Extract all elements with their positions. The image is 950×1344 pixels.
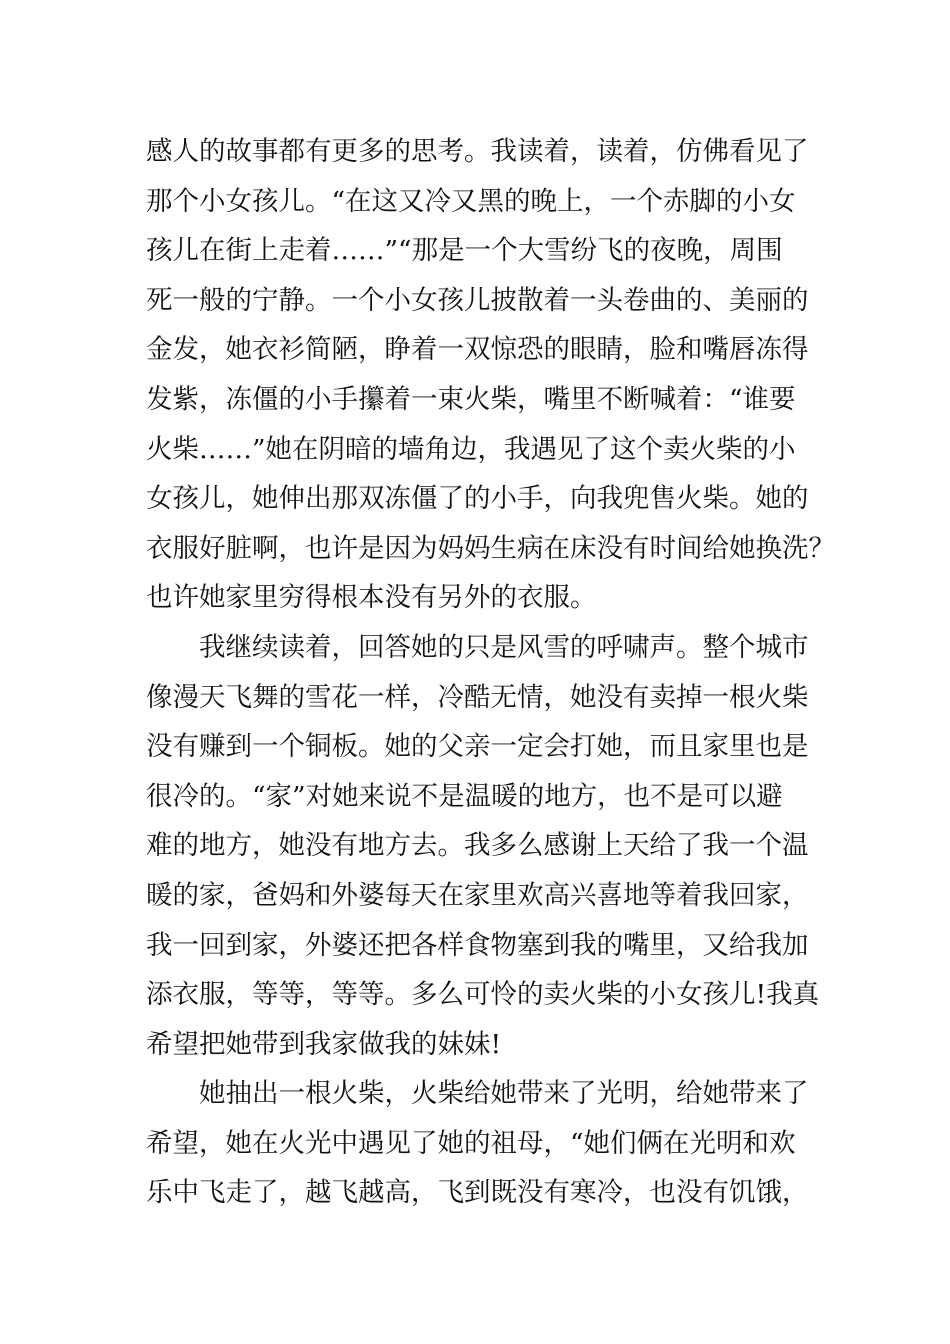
text-line: 衣服好脏啊，也许是因为妈妈生病在床没有时间给她换洗？ bbox=[146, 532, 835, 564]
text-line: 火柴……”她在阴暗的墙角边，我遇见了这个卖火柴的小 bbox=[146, 433, 796, 465]
text-line: 孩儿在街上走着……”“那是一个大雪纷飞的夜晚，周围 bbox=[146, 235, 783, 267]
text-line: 暖的家，爸妈和外婆每天在家里欢高兴喜地等着我回家， bbox=[146, 879, 809, 911]
text-line: 金发，她衣衫简陋，睁着一双惊恐的眼睛，脸和嘴唇冻得 bbox=[146, 334, 809, 366]
text-line: 希望把她带到我家做我的妹妹! bbox=[146, 1028, 502, 1060]
text-line: 我一回到家，外婆还把各样食物塞到我的嘴里，又给我加 bbox=[146, 929, 809, 961]
text-line: 那个小女孩儿。“在这又冷又黑的晚上，一个赤脚的小女 bbox=[146, 185, 796, 217]
text-line: 希望，她在火光中遇见了她的祖母，“她们俩在光明和欢 bbox=[146, 1127, 796, 1159]
text-line: 我继续读着，回答她的只是风雪的呼啸声。整个城市 bbox=[146, 631, 809, 663]
text-line: 难的地方，她没有地方去。我多么感谢上天给了我一个温 bbox=[146, 830, 809, 862]
text-line: 像漫天飞舞的雪花一样，冷酷无情，她没有卖掉一根火柴 bbox=[146, 681, 809, 713]
text-line: 没有赚到一个铜板。她的父亲一定会打她，而且家里也是 bbox=[146, 731, 809, 763]
text-line: 添衣服，等等，等等。多么可怜的卖火柴的小女孩儿!我真 bbox=[146, 979, 820, 1011]
text-line: 死一般的宁静。一个小女孩儿披散着一头卷曲的、美丽的 bbox=[146, 284, 809, 316]
text-line: 也许她家里穷得根本没有另外的衣服。 bbox=[146, 582, 597, 614]
body-text bbox=[146, 127, 835, 1218]
text-line: 女孩儿，她伸出那双冻僵了的小手，向我兜售火柴。她的 bbox=[146, 483, 809, 515]
text-line: 感人的故事都有更多的思考。我读着，读着，仿佛看见了 bbox=[146, 136, 809, 167]
text-line: 乐中飞走了，越飞越高，飞到既没有寒冷，也没有饥饿， bbox=[146, 1177, 809, 1209]
text-line: 发紫，冻僵的小手攥着一束火柴，嘴里不断喊着：“谁要 bbox=[146, 383, 796, 415]
text-line: 很冷的。“家”对她来说不是温暖的地方，也不是可以避 bbox=[146, 780, 783, 812]
text-line: 她抽出一根火柴，火柴给她带来了光明，给她带来了 bbox=[146, 1078, 809, 1110]
